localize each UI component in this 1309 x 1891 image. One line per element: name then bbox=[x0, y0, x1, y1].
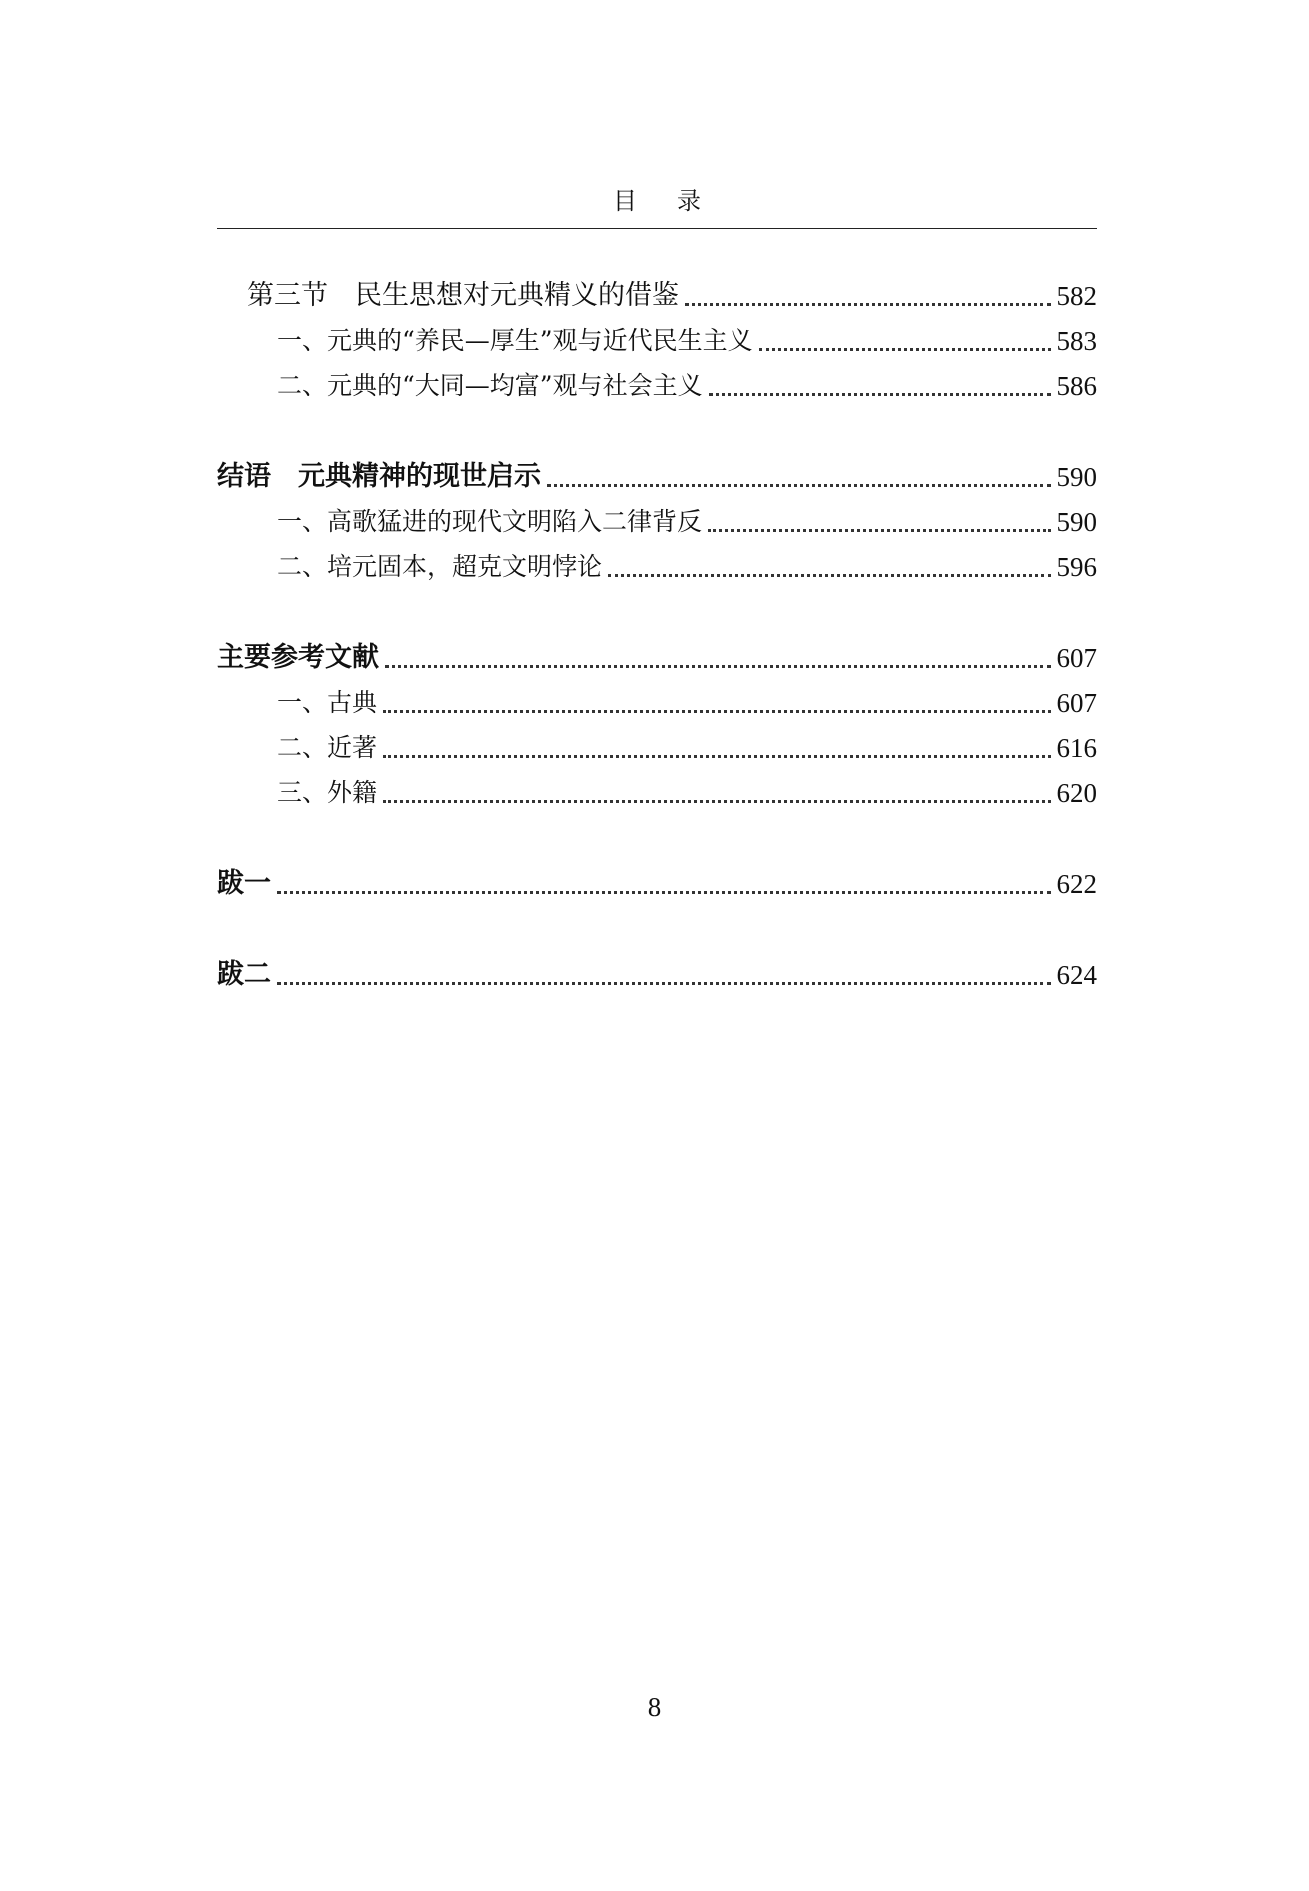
toc-entry-subsection[interactable] bbox=[217, 319, 1097, 363]
dot-leader bbox=[385, 665, 1051, 668]
running-header: 目录 bbox=[613, 187, 741, 215]
toc-entry-title: 跋二 bbox=[217, 959, 271, 990]
toc-entry-page: 596 bbox=[1056, 552, 1097, 582]
toc-entry-title: 二、培元固本，超克文明悖论 bbox=[277, 552, 603, 581]
dot-leader bbox=[277, 982, 1051, 985]
toc-entry-postscript-2[interactable] bbox=[217, 953, 1097, 997]
toc-entry-page: 607 bbox=[1056, 688, 1097, 718]
toc-entry-page: 624 bbox=[1056, 960, 1097, 990]
toc-entry-title: 二、近著 bbox=[277, 733, 378, 762]
toc-entry-title: 跋一 bbox=[217, 868, 271, 899]
dot-leader bbox=[277, 891, 1051, 894]
toc-entry-title: 三、外籍 bbox=[277, 778, 378, 807]
toc-entry-subsection[interactable] bbox=[217, 771, 1097, 815]
page-number: 8 bbox=[647, 1692, 662, 1722]
toc-entry-page: 586 bbox=[1056, 371, 1097, 401]
toc-entry-subsection[interactable] bbox=[217, 681, 1097, 725]
dot-leader bbox=[383, 710, 1050, 713]
dot-leader bbox=[685, 303, 1051, 306]
toc-entry-subsection[interactable] bbox=[217, 500, 1097, 544]
dot-leader bbox=[383, 755, 1050, 758]
dot-leader bbox=[608, 574, 1050, 577]
toc-entry-page: 583 bbox=[1056, 326, 1097, 356]
toc-entry-title: 二、元典的“大同—均富”观与社会主义 bbox=[277, 371, 703, 400]
toc-entry-conclusion[interactable] bbox=[217, 455, 1097, 499]
toc-entry-subsection[interactable] bbox=[217, 364, 1097, 408]
toc-entry-title: 主要参考文献 bbox=[217, 642, 379, 673]
toc-entry-title: 一、元典的“养民—厚生”观与近代民生主义 bbox=[277, 326, 753, 355]
table-of-contents bbox=[217, 0, 1097, 1891]
toc-entry-page: 607 bbox=[1056, 643, 1097, 673]
toc-entry-title: 第三节 民生思想对元典精义的借鉴 bbox=[247, 280, 679, 311]
toc-entry-page: 590 bbox=[1056, 462, 1097, 492]
toc-entry-postscript-1[interactable] bbox=[217, 862, 1097, 906]
dot-leader bbox=[383, 800, 1050, 803]
toc-entry-section-3[interactable] bbox=[217, 274, 1097, 318]
dot-leader bbox=[709, 393, 1051, 396]
toc-entry-page: 590 bbox=[1056, 507, 1097, 537]
dot-leader bbox=[708, 529, 1050, 532]
toc-entry-subsection[interactable] bbox=[217, 726, 1097, 770]
toc-entry-title: 结语 元典精神的现世启示 bbox=[217, 461, 541, 492]
toc-entry-references[interactable] bbox=[217, 636, 1097, 680]
toc-entry-page: 616 bbox=[1056, 733, 1097, 763]
toc-entry-title: 一、高歌猛进的现代文明陷入二律背反 bbox=[277, 507, 703, 536]
toc-entry-page: 622 bbox=[1056, 869, 1097, 899]
dot-leader bbox=[759, 348, 1051, 351]
toc-entry-title: 一、古典 bbox=[277, 688, 378, 717]
toc-entry-page: 620 bbox=[1056, 778, 1097, 808]
dot-leader bbox=[547, 484, 1051, 487]
toc-entry-page: 582 bbox=[1056, 281, 1097, 311]
toc-entry-subsection[interactable] bbox=[217, 545, 1097, 589]
